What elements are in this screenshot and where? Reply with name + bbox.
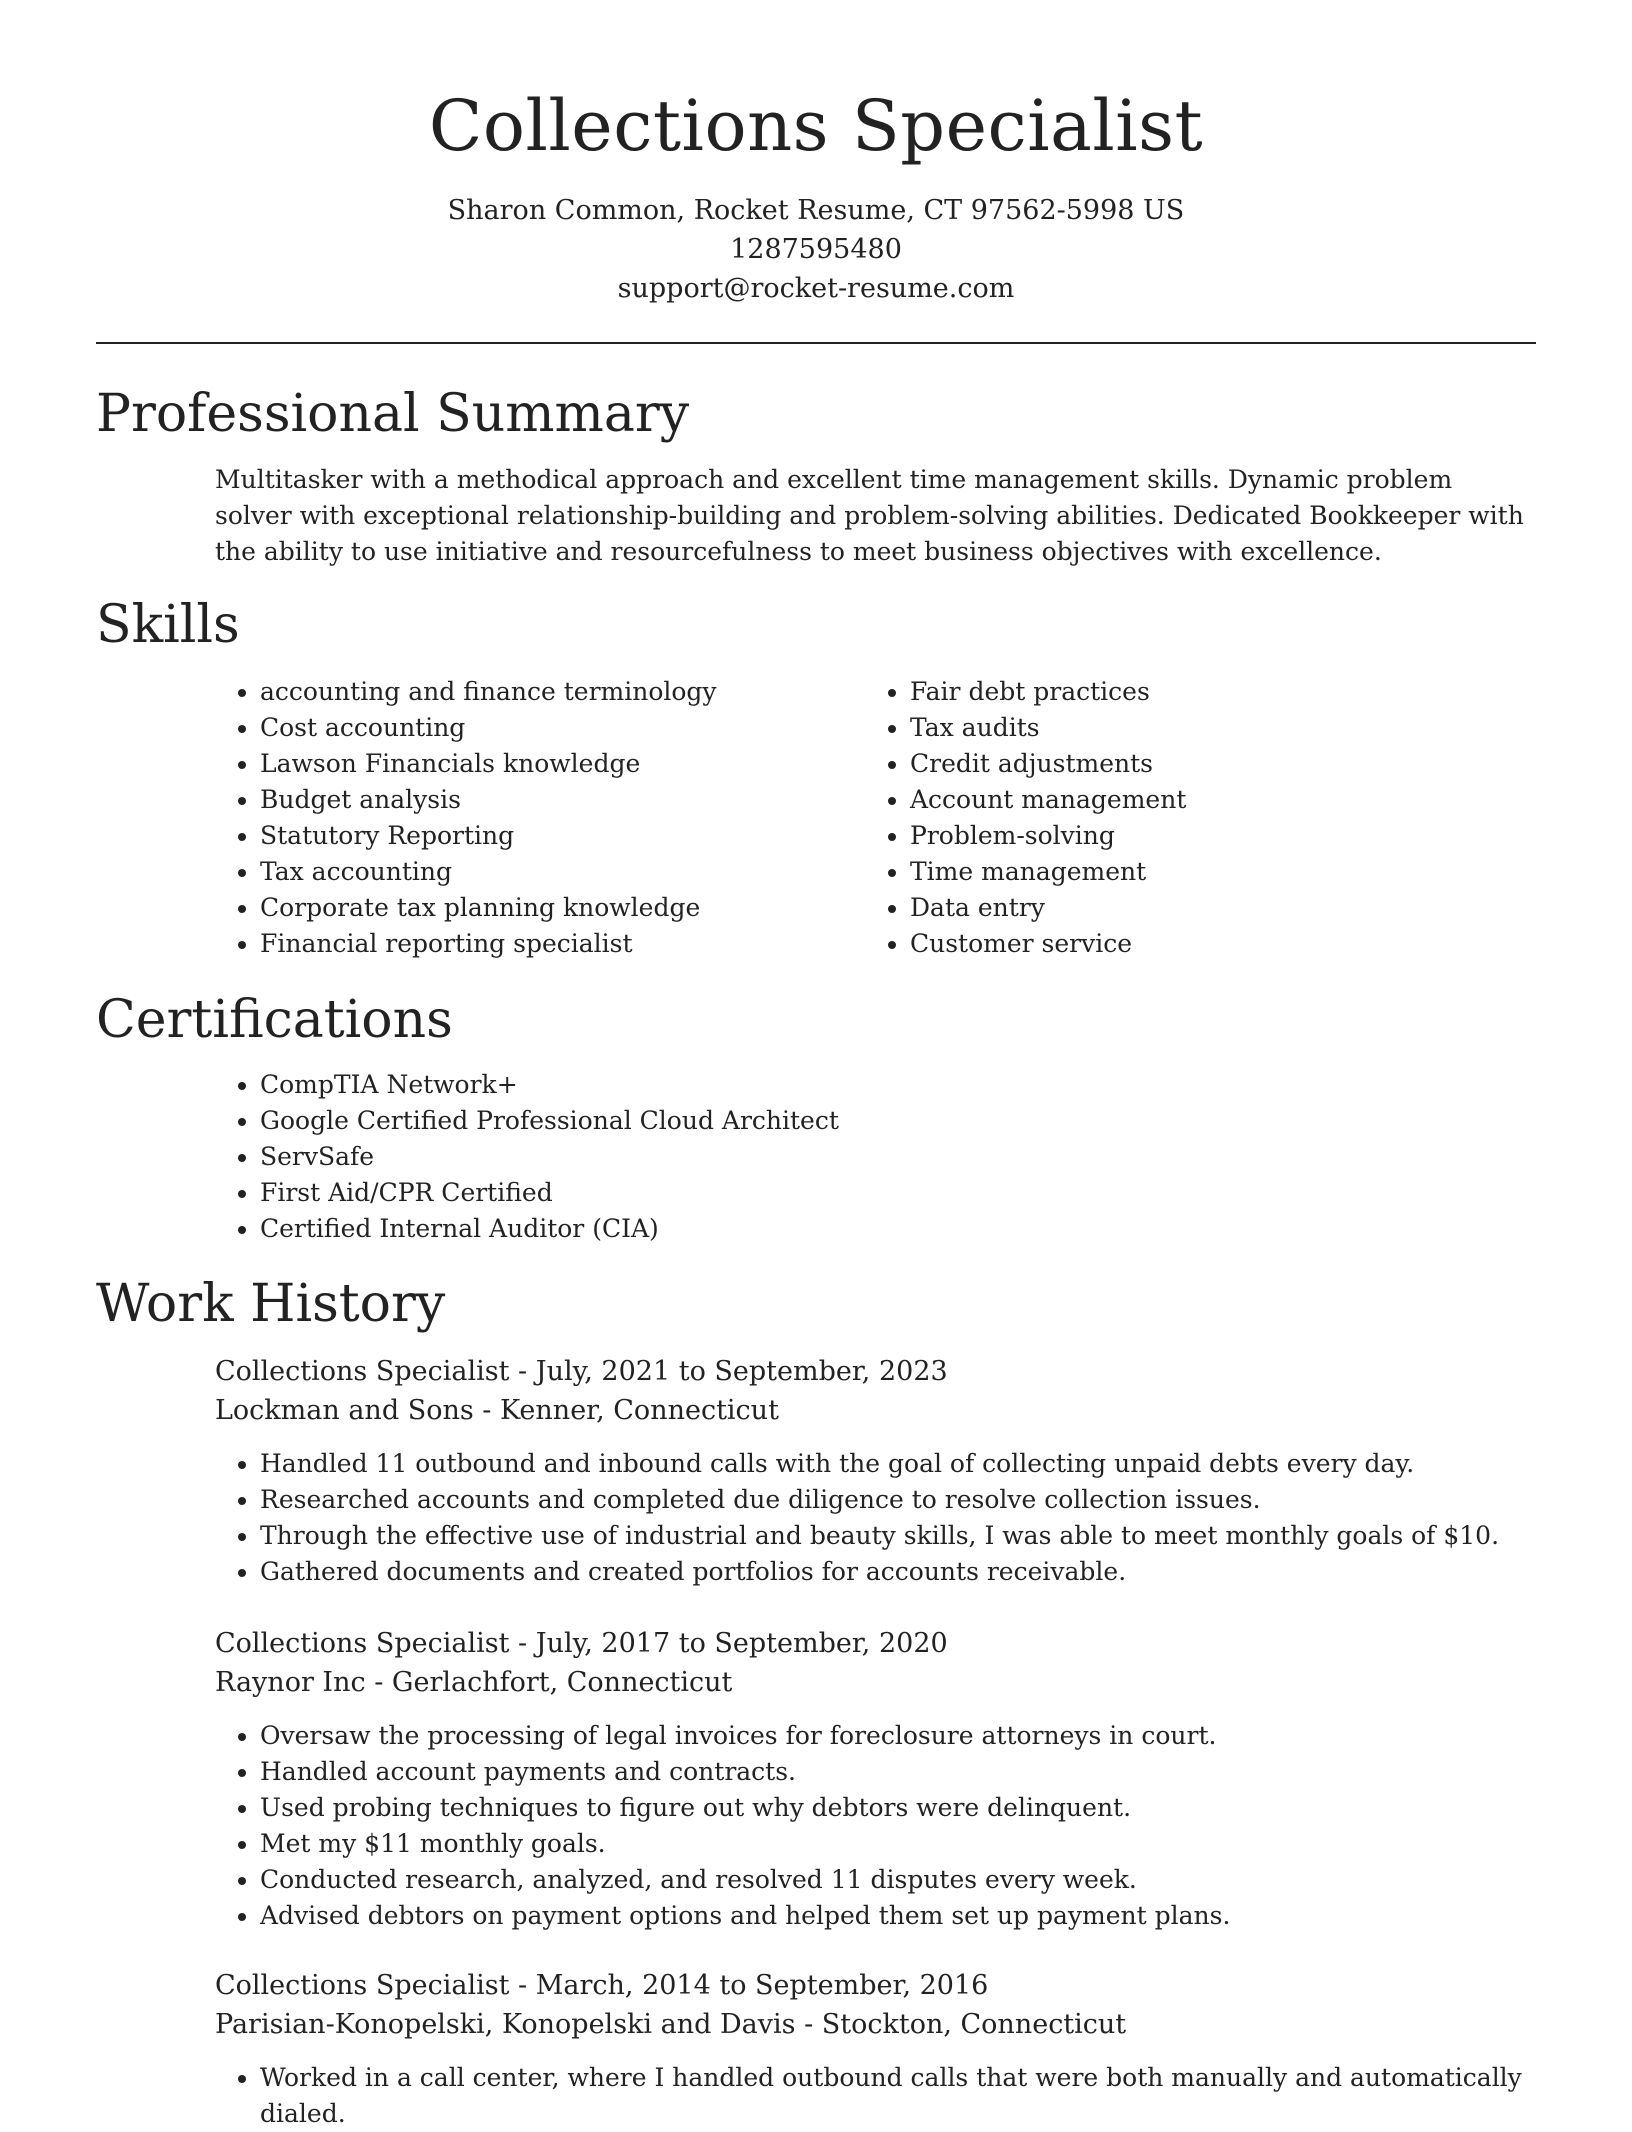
certifications-list bbox=[216, 1067, 1560, 1247]
contact-email: support@rocket-resume.com bbox=[617, 273, 1015, 304]
job-location: - Gerlachfort, Connecticut bbox=[365, 1667, 733, 1698]
list-item: • CompTIA Network+ bbox=[260, 1067, 1560, 1103]
list-item: • accounting and finance terminology bbox=[260, 674, 860, 710]
list-item: • Lawson Financials knowledge bbox=[260, 746, 860, 782]
list-item: • Credit adjustments bbox=[910, 746, 1510, 782]
list-item: • Handled account payments and contracts. bbox=[260, 1754, 1590, 1790]
list-item: • Problem-solving bbox=[910, 818, 1510, 854]
job-employer bbox=[215, 1663, 732, 1703]
job-dates: - July, 2017 to September, 2020 bbox=[509, 1628, 948, 1659]
list-item: • Gathered documents and created portfolios for accounts receivable. bbox=[260, 1554, 1590, 1590]
contact-phone: 1287595480 bbox=[730, 234, 902, 265]
list-item: • Time management bbox=[910, 854, 1510, 890]
list-item: • Account management bbox=[910, 782, 1510, 818]
job-bullets bbox=[216, 1718, 1590, 1934]
job-company: Raynor Inc bbox=[215, 1667, 366, 1698]
resume-name: Collections Specialist bbox=[428, 85, 1204, 167]
job-heading bbox=[215, 1966, 988, 2006]
contact-address: Sharon Common, Rocket Resume, CT 97562-5998 US bbox=[447, 195, 1185, 226]
skills-list-left bbox=[216, 674, 860, 962]
list-item: • Met my $11 monthly goals. bbox=[260, 1826, 1590, 1862]
list-item: • Handled 11 outbound and inbound calls with the goal of collecting unpaid debts every day. bbox=[260, 1446, 1590, 1482]
summary-text: Multitasker with a methodical approach and excellent time management skills. Dynamic problem solver with exceptional relationship-building and problem-solving abilities. Dedicated Bookkeeper with the ability to use initiative and resourcefulness to meet business objectives with excellence. bbox=[215, 465, 1524, 566]
section-title-summary: Professional Summary bbox=[96, 384, 690, 444]
list-item: • Certified Internal Auditor (CIA) bbox=[260, 1211, 1560, 1247]
section-title-certifications: Certifications bbox=[96, 990, 453, 1050]
job-location: - Kenner, Connecticut bbox=[473, 1395, 779, 1426]
list-item: • Used probing techniques to figure out why debtors were delinquent. bbox=[260, 1790, 1590, 1826]
list-item: • Financial reporting specialist bbox=[260, 926, 860, 962]
list-item: • ServSafe bbox=[260, 1139, 1560, 1175]
job-company: Lockman and Sons bbox=[215, 1395, 474, 1426]
section-title-skills: Skills bbox=[96, 595, 240, 655]
job-role: Collections Specialist bbox=[215, 1356, 510, 1387]
header-divider bbox=[96, 342, 1536, 344]
list-item: • First Aid/CPR Certified bbox=[260, 1175, 1560, 1211]
job-company: Parisian-Konopelski, Konopelski and Davis bbox=[215, 2009, 796, 2040]
list-item: • Through the effective use of industrial and beauty skills, I was able to meet monthly goals of $10. bbox=[260, 1518, 1590, 1554]
list-item: • Google Certified Professional Cloud Architect bbox=[260, 1103, 1560, 1139]
list-item: • Fair debt practices bbox=[910, 674, 1510, 710]
job-employer bbox=[215, 2005, 1126, 2045]
list-item: • Cost accounting bbox=[260, 710, 860, 746]
job-location: - Stockton, Connecticut bbox=[795, 2009, 1127, 2040]
list-item: • Customer service bbox=[910, 926, 1510, 962]
job-heading bbox=[215, 1624, 948, 1664]
job-role: Collections Specialist bbox=[215, 1628, 510, 1659]
list-item: • Oversaw the processing of legal invoices for foreclosure attorneys in court. bbox=[260, 1718, 1590, 1754]
job-role: Collections Specialist bbox=[215, 1970, 510, 2001]
job-bullets bbox=[216, 2060, 1590, 2132]
list-item: • Conducted research, analyzed, and resolved 11 disputes every week. bbox=[260, 1862, 1590, 1898]
list-item: • Data entry bbox=[910, 890, 1510, 926]
skills-list-right bbox=[866, 674, 1510, 962]
job-heading bbox=[215, 1352, 948, 1392]
list-item: • Tax accounting bbox=[260, 854, 860, 890]
job-dates: - July, 2021 to September, 2023 bbox=[509, 1356, 948, 1387]
job-bullets bbox=[216, 1446, 1590, 1590]
job-employer bbox=[215, 1391, 779, 1431]
job-dates: - March, 2014 to September, 2016 bbox=[509, 1970, 989, 2001]
list-item: • Researched accounts and completed due diligence to resolve collection issues. bbox=[260, 1482, 1590, 1518]
list-item: • Tax audits bbox=[910, 710, 1510, 746]
section-title-work-history: Work History bbox=[96, 1274, 446, 1334]
contact-info bbox=[96, 191, 1536, 308]
list-item: • Statutory Reporting bbox=[260, 818, 860, 854]
list-item: • Advised debtors on payment options and helped them set up payment plans. bbox=[260, 1898, 1590, 1934]
list-item: • Corporate tax planning knowledge bbox=[260, 890, 860, 926]
list-item: • Budget analysis bbox=[260, 782, 860, 818]
list-item: • Worked in a call center, where I handled outbound calls that were both manually and automatically dialed. bbox=[260, 2060, 1590, 2132]
